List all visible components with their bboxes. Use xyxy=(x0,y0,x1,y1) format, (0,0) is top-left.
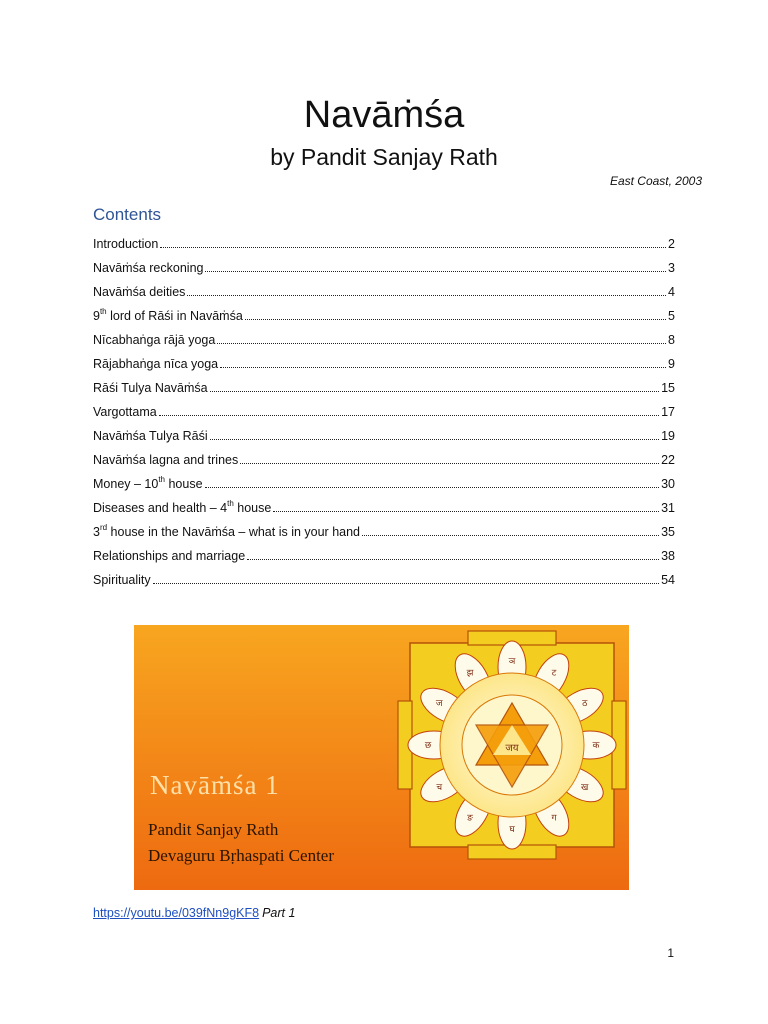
toc-entry-label: Nīcabhaṅga rājā yoga xyxy=(93,333,216,347)
toc-entry-label: Rāśi Tulya Navāṁśa xyxy=(93,381,208,395)
toc-entry[interactable] xyxy=(93,276,675,300)
banner-title: Navāṁśa 1 xyxy=(150,770,280,800)
toc-entry-page: 5 xyxy=(668,309,675,323)
page-number: 1 xyxy=(667,946,674,960)
toc-entry-page: 38 xyxy=(661,549,675,563)
youtube-link[interactable]: https://youtu.be/039fNn9gKF8 xyxy=(93,906,260,920)
toc-leader xyxy=(240,462,659,464)
toc-entry[interactable] xyxy=(93,492,675,516)
toc-entry-label: Money – 10th house xyxy=(93,474,203,491)
yantra-glyph: ञ xyxy=(508,657,516,667)
toc-entry-page: 2 xyxy=(668,237,675,251)
toc-entry-page: 15 xyxy=(661,381,675,395)
toc-leader xyxy=(153,582,659,584)
yantra-glyph: ठ xyxy=(582,699,588,709)
yantra-glyph: घ xyxy=(509,825,515,835)
toc-entry[interactable] xyxy=(93,348,675,372)
toc-entry[interactable] xyxy=(93,540,675,564)
toc-leader xyxy=(220,366,666,368)
toc-leader xyxy=(159,414,659,416)
toc-entry[interactable] xyxy=(93,324,675,348)
contents-heading: Contents xyxy=(93,205,162,224)
banner-presenter: Pandit Sanjay Rath xyxy=(148,820,279,839)
toc-entry-label: Diseases and health – 4th house xyxy=(93,498,272,515)
toc-leader xyxy=(210,390,659,392)
toc-entry-page: 54 xyxy=(661,573,675,587)
toc-entry-label: Introduction xyxy=(93,237,159,251)
yantra-icon xyxy=(398,631,626,859)
toc-entry-page: 35 xyxy=(661,525,675,539)
toc-entry-label: Navāṁśa lagna and trines xyxy=(93,453,239,467)
dateline: East Coast, 2003 xyxy=(609,174,702,188)
toc-entry[interactable] xyxy=(93,564,675,588)
document-subtitle: by Pandit Sanjay Rath xyxy=(270,144,498,170)
toc-leader xyxy=(210,438,659,440)
yantra-center-glyph: जय xyxy=(505,743,519,754)
toc-entry-label: Relationships and marriage xyxy=(93,549,246,563)
video-link-row xyxy=(93,906,295,920)
toc-entry[interactable] xyxy=(93,468,675,492)
yantra-glyph: झ xyxy=(466,668,474,679)
toc-entry-label: Rājabhaṅga nīca yoga xyxy=(93,357,219,371)
toc-leader xyxy=(362,534,659,536)
toc-entry-page: 19 xyxy=(661,429,675,443)
toc-entry-page: 31 xyxy=(661,501,675,515)
toc-entry[interactable] xyxy=(93,444,675,468)
toc-entry-label: 9th lord of Rāśi in Navāṁśa xyxy=(93,306,243,323)
yantra-glyph: ग xyxy=(551,813,557,824)
toc-entry-label: Vargottama xyxy=(93,405,157,419)
toc-leader xyxy=(160,246,666,248)
toc-leader xyxy=(273,510,659,512)
yantra-glyph: छ xyxy=(424,741,432,751)
toc-entry[interactable] xyxy=(93,372,675,396)
toc-leader xyxy=(245,318,666,320)
toc-entry-page: 4 xyxy=(668,285,675,299)
toc-entry-label: Spirituality xyxy=(93,573,151,587)
toc-leader xyxy=(247,558,659,560)
video-thumbnail-banner xyxy=(134,625,629,890)
yantra-glyph: ट xyxy=(551,668,557,679)
toc-leader xyxy=(205,270,666,272)
document-title: Navāṁśa xyxy=(303,94,465,136)
yantra-glyph: च xyxy=(436,783,443,793)
yantra-glyph: ज xyxy=(435,699,443,709)
toc-entry-page: 17 xyxy=(661,405,675,419)
yantra-glyph: क xyxy=(592,741,600,751)
toc-entry-label: 3rd house in the Navāṁśa – what is in your hand xyxy=(93,522,361,539)
toc-entry[interactable] xyxy=(93,228,675,252)
yantra-glyph: ख xyxy=(581,783,589,793)
toc-leader xyxy=(187,294,666,296)
toc-entry[interactable] xyxy=(93,300,675,324)
toc-entry-label: Navāṁśa deities xyxy=(93,285,186,299)
toc-entry-page: 9 xyxy=(668,357,675,371)
table-of-contents xyxy=(93,228,675,588)
toc-entry-page: 30 xyxy=(661,477,675,491)
toc-leader xyxy=(217,342,666,344)
toc-entry[interactable] xyxy=(93,252,675,276)
toc-entry-label: Navāṁśa Tulya Rāśi xyxy=(93,429,208,443)
yantra-glyph: ङ xyxy=(467,813,473,824)
toc-entry-page: 8 xyxy=(668,333,675,347)
toc-entry-page: 22 xyxy=(661,453,675,467)
toc-entry[interactable] xyxy=(93,420,675,444)
toc-entry-label: Navāṁśa reckoning xyxy=(93,261,204,275)
toc-entry[interactable] xyxy=(93,516,675,540)
toc-entry-page: 3 xyxy=(668,261,675,275)
link-part-label: Part 1 xyxy=(262,906,296,920)
banner-organization: Devaguru Bṛhaspati Center xyxy=(148,846,334,865)
toc-leader xyxy=(205,486,660,488)
toc-entry[interactable] xyxy=(93,396,675,420)
